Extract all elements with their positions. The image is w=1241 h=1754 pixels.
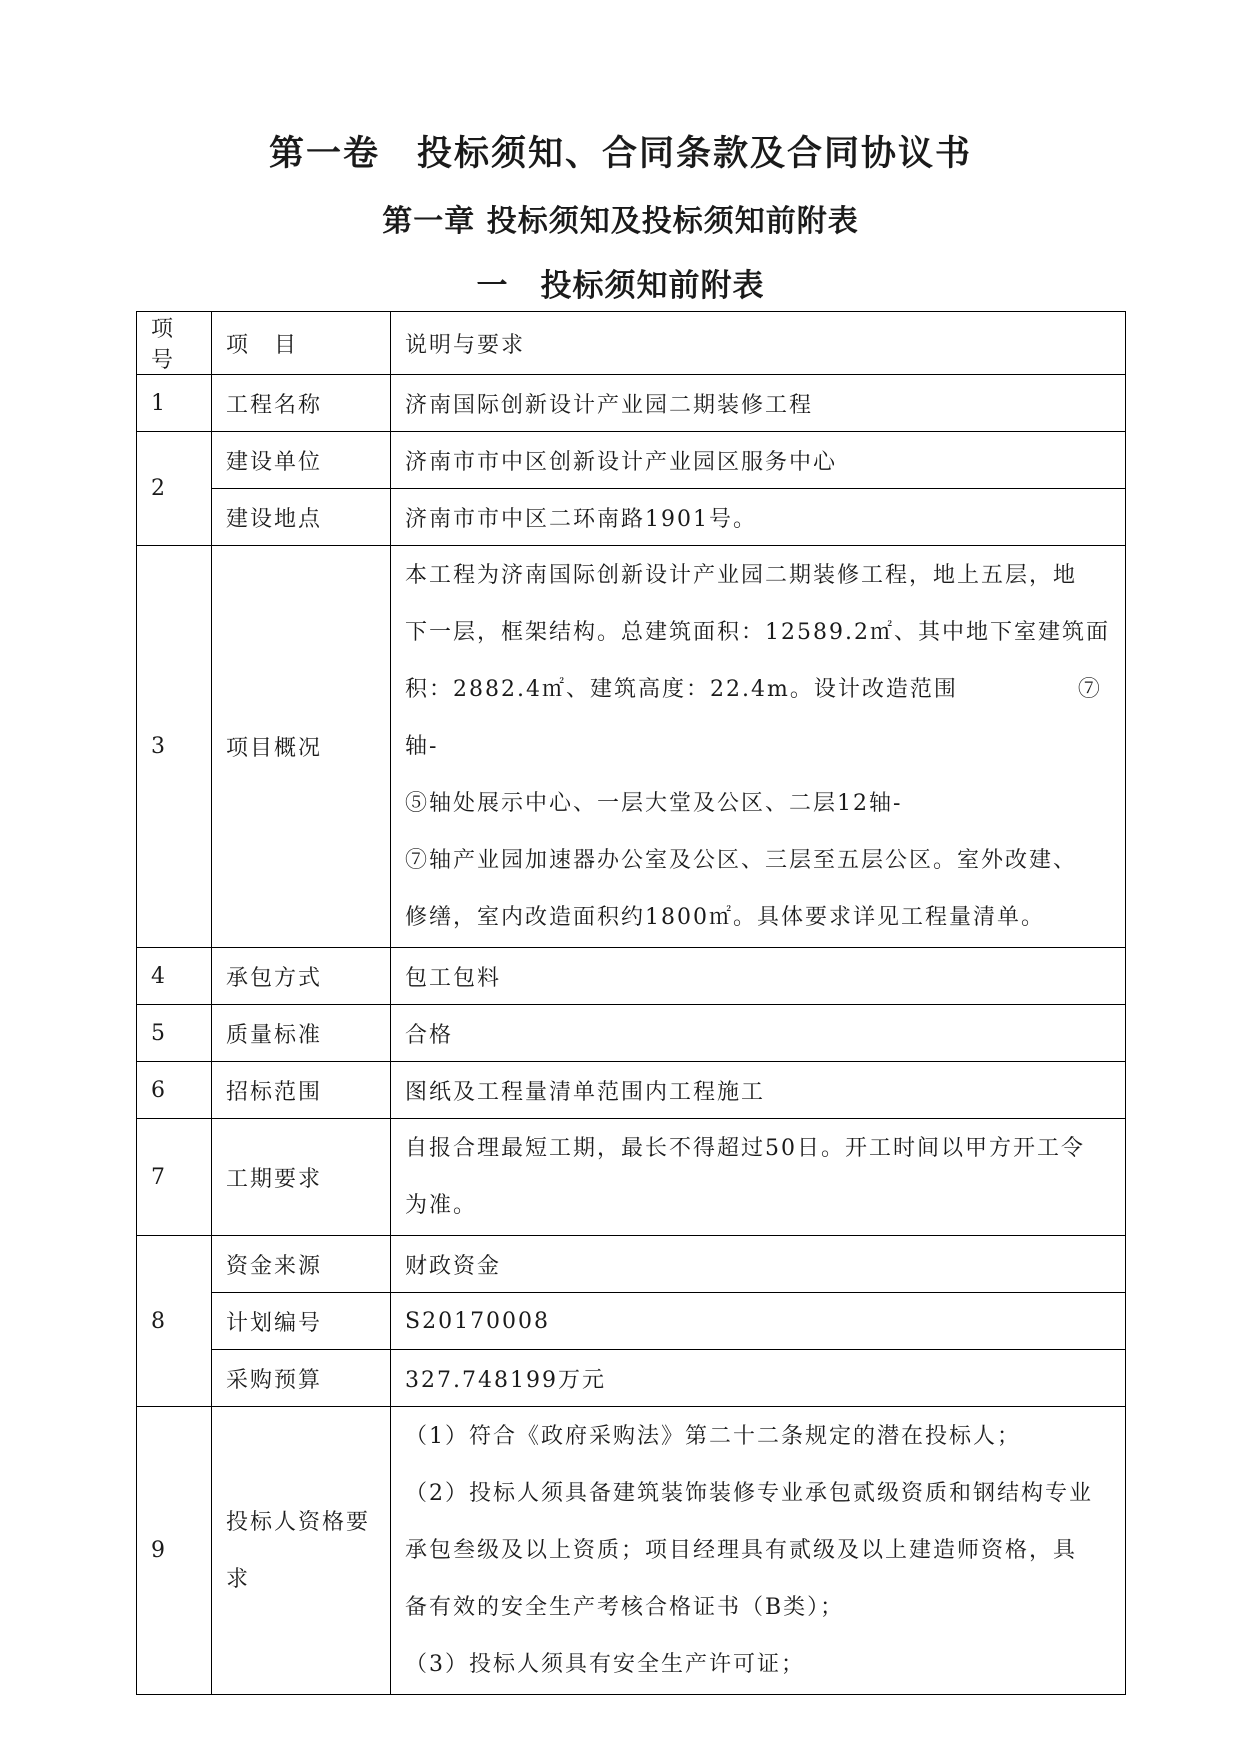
item-line: 求: [226, 1566, 251, 1592]
row-no: 5: [137, 1005, 212, 1062]
table-row: [137, 948, 1126, 1005]
desc-line: ⑦轴产业园加速器办公室及公区、三层至五层公区。室外改建、: [405, 848, 1078, 873]
desc-line: 修缮，室内改造面积约1800㎡。具体要求详见工程量清单。: [405, 905, 1045, 930]
desc-line: 下一层，框架结构。总建筑面积：12589.2㎡、其中地下室建筑面: [405, 620, 1110, 645]
tender-notice-table: [136, 311, 1126, 1695]
table-row: [137, 1293, 1126, 1350]
table-row: [137, 432, 1126, 489]
row-item: 建设地点: [212, 489, 391, 546]
item-line: 投标人资格要: [226, 1509, 371, 1535]
row-item: [212, 1407, 391, 1695]
row-desc: 济南市市中区二环南路1901号。: [391, 489, 1126, 546]
row-no: 1: [137, 375, 212, 432]
section-title: 一 投标须知前附表: [476, 268, 765, 304]
chapter-title: 第一章 投标须知及投标须知前附表: [382, 204, 859, 239]
row-desc: 327.748199万元: [391, 1350, 1126, 1407]
row-desc: [391, 1119, 1126, 1236]
row-no: 7: [137, 1119, 212, 1236]
row-item: 工期要求: [212, 1119, 391, 1236]
row-desc: [391, 1407, 1126, 1695]
table-row: [137, 1005, 1126, 1062]
row-desc: 合格: [391, 1005, 1126, 1062]
desc-line: （3）投标人须具有安全生产许可证；: [405, 1652, 805, 1677]
row-desc: 财政资金: [391, 1236, 1126, 1293]
table-row: [137, 1236, 1126, 1293]
desc-line: 积：2882.4㎡、建筑高度：22.4m。设计改造范围 ⑦轴-: [405, 677, 1102, 759]
row-desc: 济南市市中区创新设计产业园区服务中心: [391, 432, 1126, 489]
table-row: [137, 1407, 1126, 1695]
row-item: 招标范围: [212, 1062, 391, 1119]
row-desc: 济南国际创新设计产业园二期装修工程: [391, 375, 1126, 432]
row-item: 资金来源: [212, 1236, 391, 1293]
row-no: 9: [137, 1407, 212, 1695]
row-desc: S20170008: [391, 1293, 1126, 1350]
row-item: 采购预算: [212, 1350, 391, 1407]
table-row: [137, 1062, 1126, 1119]
row-no: 6: [137, 1062, 212, 1119]
table-row: [137, 1119, 1126, 1236]
row-item: 承包方式: [212, 948, 391, 1005]
row-no: 2: [137, 432, 212, 546]
row-desc: 包工包料: [391, 948, 1126, 1005]
desc-line: （2）投标人须具备建筑装饰装修专业承包贰级资质和钢结构专业: [405, 1481, 1093, 1506]
desc-line: 本工程为济南国际创新设计产业园二期装修工程，地上五层，地: [405, 563, 1078, 588]
row-item: 质量标准: [212, 1005, 391, 1062]
header-no: 项号: [137, 312, 212, 375]
desc-line: 自报合理最短工期，最长不得超过50日。开工时间以甲方开工令: [405, 1136, 1085, 1161]
desc-line: 备有效的安全生产考核合格证书（B类）；: [405, 1595, 845, 1620]
table-row: [137, 546, 1126, 948]
row-item: 项目概况: [212, 546, 391, 948]
table-row: [137, 375, 1126, 432]
row-item: 计划编号: [212, 1293, 391, 1350]
desc-line: 为准。: [405, 1193, 478, 1218]
desc-line: （1）符合《政府采购法》第二十二条规定的潜在投标人；: [405, 1424, 1021, 1449]
header-item: 项 目: [212, 312, 391, 375]
row-desc: [391, 546, 1126, 948]
table-row: [137, 489, 1126, 546]
row-no: 3: [137, 546, 212, 948]
row-item: 建设单位: [212, 432, 391, 489]
desc-line: 承包叁级及以上资质；项目经理具有贰级及以上建造师资格，具: [405, 1538, 1078, 1563]
volume-title: 第一卷 投标须知、合同条款及合同协议书: [268, 134, 972, 174]
table-row: [137, 1350, 1126, 1407]
row-no: 4: [137, 948, 212, 1005]
row-no: 8: [137, 1236, 212, 1407]
header-desc: 说明与要求: [391, 312, 1126, 375]
desc-line: ⑤轴处展示中心、一层大堂及公区、二层12轴-: [405, 791, 903, 816]
table-header-row: [137, 312, 1126, 375]
row-desc: 图纸及工程量清单范围内工程施工: [391, 1062, 1126, 1119]
row-item: 工程名称: [212, 375, 391, 432]
